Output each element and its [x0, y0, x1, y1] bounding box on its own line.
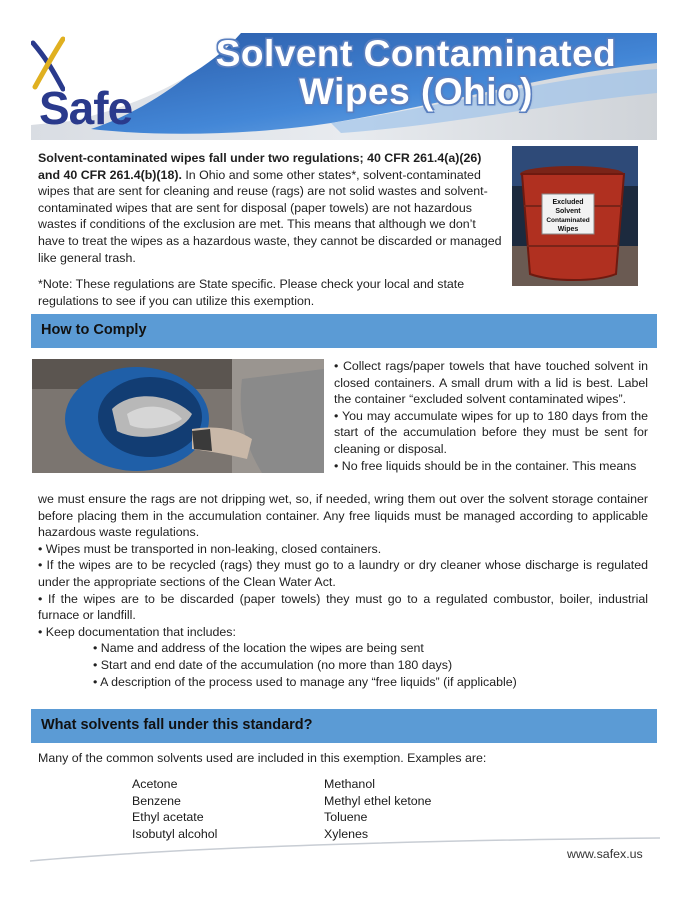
excluded-wipes-bin-photo — [512, 146, 638, 286]
bin-label-line-1: Excluded — [552, 199, 584, 206]
solvents-column-1 — [132, 776, 217, 842]
state-note: *Note: These regulations are State specific. Please check your local and state regulations to see if you can utilize this exemption. — [38, 277, 465, 308]
title-line-1: Solvent Contaminated — [215, 33, 617, 74]
solvent-item: Methyl ethel ketone — [324, 793, 432, 808]
solvents-heading-bar — [31, 709, 657, 743]
comply-bullet-4: • Wipes must be transported in non-leaking, closed containers. — [38, 541, 382, 556]
solvent-item: Toluene — [324, 810, 368, 825]
solvent-item: Isobutyl alcohol — [132, 826, 218, 841]
intro-paragraph — [38, 150, 506, 266]
title-line-2: Wipes (Ohio) — [299, 71, 533, 112]
solvents-column-2 — [324, 776, 431, 842]
comply-bullet-3-rest: we must ensure the rags are not dripping wet, so, if needed, wring them out over the solvent storage container before placing them in the accumulation container. Any free liquids must be managed according to applicable hazardous waste regulations. — [38, 492, 648, 540]
comply-bullet-1: • Collect rags/paper towels that have touched solvent in closed containers. A small drum with a lid is best. Label the container “excluded solvent contaminated wipes”. — [334, 359, 648, 407]
header-banner — [31, 33, 657, 140]
solvent-item: Xylenes — [324, 826, 369, 841]
documentation-item-1: • Name and address of the location the wipes are being sent — [93, 641, 424, 656]
comply-bullet-7: • Keep documentation that includes: — [38, 624, 236, 639]
intro-bold-lead: Solvent-contaminated wipes fall under two regulations; 40 CFR 261.4(a)(26) and 40 CFR 261.4(b)(18). — [38, 151, 482, 182]
documentation-item-3: • A description of the process used to manage any “free liquids” (if applicable) — [93, 674, 517, 689]
website-link[interactable]: www.safex.us — [567, 847, 643, 861]
comply-bullet-3-start: • No free liquids should be in the container. This means — [334, 458, 637, 473]
solvent-item: Acetone — [132, 777, 178, 791]
how-to-comply-heading-bar — [31, 314, 657, 348]
comply-bullet-6: • If the wipes are to be discarded (paper towels) they must go to a regulated combustor, boiler, industrial furnace or landfill. — [38, 591, 648, 623]
page-title — [181, 35, 651, 111]
intro-body: In Ohio and some other states*, solvent-contaminated wipes that are sent for cleaning and reuse (rags) are not solid wastes and solvent-contaminated wipes that are sent for disposal (paper towels) are not hazardous wastes if conditions of the exclusion are met. This means that although we don’t have to treat the wipes as a hazardous waste, they cannot be discarded or managed like general trash. — [38, 167, 502, 265]
how-to-comply-heading: How to Comply — [41, 322, 147, 338]
solvent-item: Benzene — [132, 793, 181, 808]
solvent-item: Ethyl acetate — [132, 810, 204, 825]
bin-label-line-4: Wipes — [557, 226, 579, 233]
bin-label-line-2: Solvent — [555, 208, 581, 215]
x-swoosh-icon — [31, 33, 65, 93]
solvent-item: Methanol — [324, 777, 375, 791]
logo-text: Safe — [39, 82, 133, 134]
documentation-item-2: • Start and end date of the accumulation (no more than 180 days) — [93, 657, 453, 672]
comply-bullets-top — [334, 358, 648, 474]
comply-bullet-5: • If the wipes are to be recycled (rags) they must go to a laundry or dry cleaner whose discharge is regulated under the appropriate sections of the Clean Water Act. — [38, 558, 648, 589]
blue-drum-wipes-photo — [32, 359, 324, 473]
comply-bullets-full — [38, 491, 648, 690]
comply-bullet-2: • You may accumulate wipes for up to 180 days from the start of the accumulation before they must be sent for cleaning or disposal. — [334, 408, 648, 456]
solvents-intro: Many of the common solvents used are included in this exemption. Examples are: — [38, 751, 487, 765]
bin-label-line-3: Contaminated — [546, 217, 590, 224]
solvents-heading: What solvents fall under this standard? — [41, 717, 313, 733]
